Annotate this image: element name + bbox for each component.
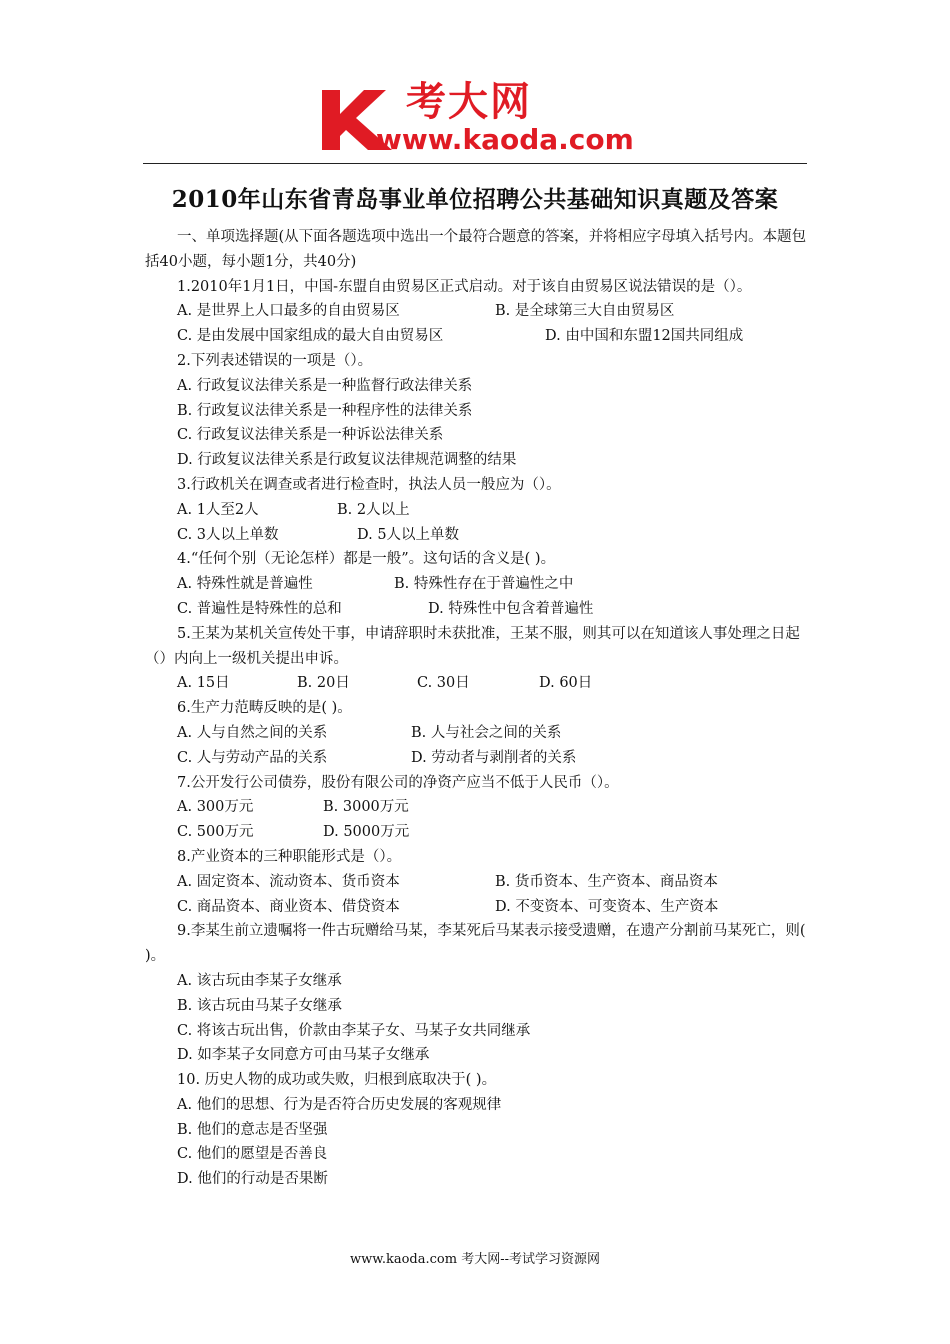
option: C. 将该古玩出售，价款由李某子女、马某子女共同继承	[177, 1022, 531, 1039]
option: A. 该古玩由李某子女继承	[177, 972, 342, 989]
option-row	[145, 324, 809, 349]
option-row	[145, 721, 809, 746]
option: D. 特殊性中包含着普遍性	[428, 600, 594, 617]
question-stem: 8.产业资本的三种职能形式是（）。	[177, 848, 402, 865]
option: D. 行政复议法律关系是行政复议法律规范调整的结果	[177, 452, 517, 469]
option: D. 60日	[539, 675, 593, 692]
option-row	[145, 299, 809, 324]
option: D. 他们的行动是否果断	[177, 1171, 328, 1188]
option: B. 特殊性存在于普遍性之中	[394, 576, 574, 593]
section-intro: 一、单项选择题(从下面各题选项中选出一个最符合题意的答案，并将相应字母填入括号内。本题包括40小题，每小题1分，共40分)	[145, 229, 807, 270]
question-stem: 9.李某生前立遗嘱将一件古玩赠给马某，李某死后马某表示接受遗赠，在遗产分割前马某死亡，则( )。	[145, 923, 806, 965]
option: A. 300万元	[177, 799, 254, 816]
option-row	[145, 498, 809, 523]
question-stem: 2.下列表述错误的一项是（）。	[177, 352, 373, 369]
option: A. 1人至2人	[177, 501, 259, 518]
option: B. 3000万元	[323, 799, 409, 816]
option-row	[145, 895, 809, 920]
option-row	[145, 523, 809, 548]
question-stem: 5.王某为某机关宣传处干事，申请辞职时未获批准，王某不服，则其可以在知道该人事处理之日起（）内向上一级机关提出申诉。	[145, 625, 800, 667]
option: D. 由中国和东盟12国共同组成	[545, 328, 744, 345]
option: D. 如李某子女同意方可由马某子女继承	[177, 1047, 430, 1064]
option: C. 30日	[417, 675, 470, 692]
option: B. 人与社会之间的关系	[411, 724, 562, 741]
question-stem: 3.行政机关在调查或者进行检查时，执法人员一般应为（）。	[177, 476, 561, 493]
option: B. 2人以上	[337, 501, 410, 518]
option: A. 特殊性就是普遍性	[177, 576, 313, 593]
option: C. 他们的愿望是否善良	[177, 1146, 328, 1163]
option: C. 普遍性是特殊性的总和	[177, 600, 342, 617]
kaoda-logo	[318, 80, 648, 160]
option-row	[145, 795, 809, 820]
logo-brand-name: 考大网	[406, 79, 532, 125]
option-row	[145, 671, 809, 696]
option-row	[145, 746, 809, 771]
option: D. 劳动者与剥削者的关系	[411, 749, 577, 766]
exam-body	[145, 225, 809, 1192]
option: C. 商品资本、商业资本、借贷资本	[177, 898, 400, 915]
option: C. 人与劳动产品的关系	[177, 749, 328, 766]
question-stem: 10. 历史人物的成功或失败，归根到底取决于( )。	[177, 1072, 497, 1089]
option: D. 5人以上单数	[357, 526, 460, 543]
option: D. 不变资本、可变资本、生产资本	[495, 898, 719, 915]
option-row	[145, 870, 809, 895]
option: A. 人与自然之间的关系	[177, 724, 328, 741]
question-stem: 4.“任何个别（无论怎样）都是一般”。这句话的含义是( )。	[177, 551, 556, 568]
header-divider	[143, 163, 807, 164]
option-row	[145, 820, 809, 845]
option: B. 20日	[297, 675, 350, 692]
option-row	[145, 572, 809, 597]
option: C. 是由发展中国家组成的最大自由贸易区	[177, 328, 444, 345]
question-stem: 7.公开发行公司债券，股份有限公司的净资产应当不低于人民币（）。	[177, 774, 619, 791]
option: A. 行政复议法律关系是一种监督行政法律关系	[177, 377, 473, 394]
option: B. 是全球第三大自由贸易区	[495, 303, 675, 320]
option: C. 行政复议法律关系是一种诉讼法律关系	[177, 427, 444, 444]
option: A. 他们的思想、行为是否符合历史发展的客观规律	[177, 1096, 502, 1113]
option: D. 5000万元	[323, 824, 410, 841]
option: A. 固定资本、流动资本、货币资本	[177, 873, 400, 890]
logo-url: www.kaoda.com	[376, 123, 634, 156]
page-footer: www.kaoda.com 考大网--考试学习资源网	[350, 1252, 600, 1267]
question-stem: 6.生产力范畴反映的是( )。	[177, 700, 352, 717]
option: C. 500万元	[177, 824, 254, 841]
page-title: 2010年山东省青岛事业单位招聘公共基础知识真题及答案	[171, 186, 779, 213]
option: C. 3人以上单数	[177, 526, 279, 543]
option: B. 行政复议法律关系是一种程序性的法律关系	[177, 402, 473, 419]
option: A. 是世界上人口最多的自由贸易区	[177, 303, 400, 320]
option: A. 15日	[177, 675, 230, 692]
option: B. 货币资本、生产资本、商品资本	[495, 873, 718, 890]
question-stem: 1.2010年1月1日，中国-东盟自由贸易区正式启动。对于该自由贸易区说法错误的是（）。	[177, 278, 752, 295]
option-row	[145, 597, 809, 622]
option: B. 该古玩由马某子女继承	[177, 997, 342, 1014]
option: B. 他们的意志是否坚强	[177, 1121, 328, 1138]
